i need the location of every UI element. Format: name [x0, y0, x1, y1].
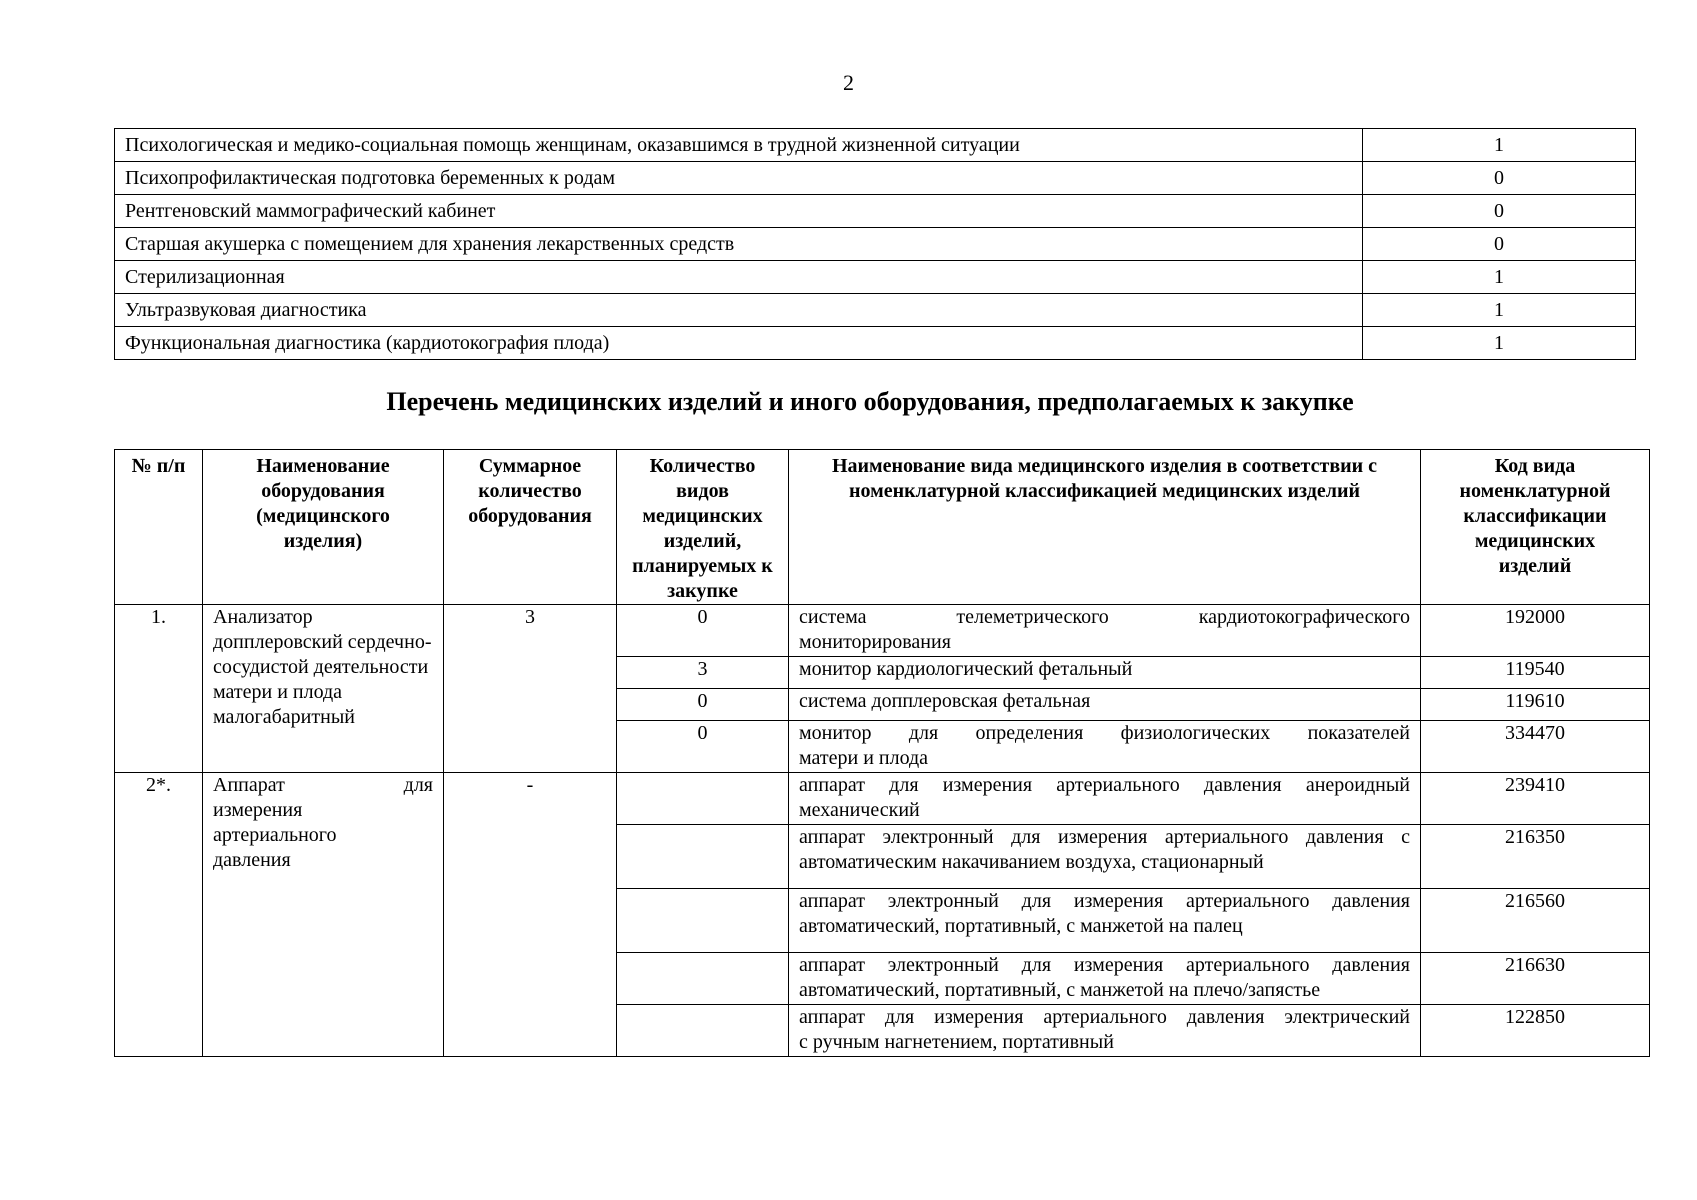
table-row: [115, 773, 1650, 825]
kinds-count: [617, 773, 789, 825]
table-row: [115, 228, 1636, 261]
kinds-count: 0: [617, 721, 789, 773]
kind-code: 122850: [1421, 1005, 1650, 1057]
header-kind-name: Наименование вида медицинского изделия в соответствии с номенклатурной классификацией медицинских изделий: [789, 450, 1421, 605]
room-name: Психопрофилактическая подготовка беременных к родам: [115, 162, 1363, 195]
kind-name-line: с ручным нагнетением, портативный: [799, 1031, 1114, 1053]
kind-name: [789, 953, 1421, 1005]
table-row: [115, 129, 1636, 162]
table-row: [115, 261, 1636, 294]
kind-name: [789, 825, 1421, 889]
room-count: 0: [1363, 195, 1636, 228]
room-name: Функциональная диагностика (кардиотокография плода): [115, 327, 1363, 360]
room-name: Психологическая и медико-социальная помощь женщинам, оказавшимся в трудной жизненной ситуации: [115, 129, 1363, 162]
table-row: [115, 162, 1636, 195]
kind-name-line: автоматический, портативный, с манжетой на палец: [799, 915, 1243, 937]
kind-name-line: аппарат электронный для измерения артериального давления: [799, 954, 1410, 976]
equipment-name-line: Аппарат для: [213, 774, 433, 796]
room-count: 1: [1363, 294, 1636, 327]
header-total: Суммарное количество оборудования: [444, 450, 617, 605]
table-row: [115, 605, 1650, 657]
equipment-table: [114, 449, 1650, 1057]
table-row: [115, 294, 1636, 327]
kind-name-line: аппарат электронный для измерения артериального давления: [799, 890, 1410, 912]
kinds-count: [617, 889, 789, 953]
kinds-count: 0: [617, 689, 789, 721]
header-kinds: Количество видов медицинских изделий, планируемых к закупке: [617, 450, 789, 605]
kind-code: 216630: [1421, 953, 1650, 1005]
header-row: [115, 450, 1650, 605]
kind-name-line: автоматический, портативный, с манжетой на плечо/запястье: [799, 979, 1321, 1001]
header-num: № п/п: [115, 450, 203, 605]
equipment-total: -: [444, 773, 617, 1057]
room-name: Рентгеновский маммографический кабинет: [115, 195, 1363, 228]
kinds-count: 0: [617, 605, 789, 657]
section-title: Перечень медицинских изделий и иного оборудования, предполагаемых к закупке: [386, 387, 1354, 416]
kind-code: 119610: [1421, 689, 1650, 721]
equipment-total: 3: [444, 605, 617, 773]
kind-name: [789, 657, 1421, 689]
kind-name: [789, 721, 1421, 773]
equipment-name-line: давления: [213, 849, 291, 871]
room-count: 0: [1363, 228, 1636, 261]
kinds-count: [617, 825, 789, 889]
kind-name-line: аппарат для измерения артериального давления анероидный: [799, 774, 1410, 796]
kind-name: [789, 689, 1421, 721]
kinds-count: 3: [617, 657, 789, 689]
equipment-name: [203, 773, 444, 1057]
kind-name: [789, 605, 1421, 657]
kinds-count: [617, 953, 789, 1005]
kind-code: 119540: [1421, 657, 1650, 689]
room-name: Ультразвуковая диагностика: [115, 294, 1363, 327]
kind-code: 192000: [1421, 605, 1650, 657]
rooms-table: [114, 128, 1636, 360]
equipment-name-line: измерения: [213, 799, 303, 821]
equipment-name-line: артериального: [213, 824, 337, 846]
header-name: Наименование оборудования (медицинского изделия): [203, 450, 444, 605]
room-count: 1: [1363, 129, 1636, 162]
kind-name: [789, 1005, 1421, 1057]
kind-code: 216560: [1421, 889, 1650, 953]
page-number: 2: [843, 70, 854, 95]
equipment-name: Анализатор допплеровский сердечно-сосудистой деятельности матери и плода малогабаритный: [203, 605, 444, 773]
table-row: [115, 195, 1636, 228]
room-count: 0: [1363, 162, 1636, 195]
kind-code: 239410: [1421, 773, 1650, 825]
kind-name-line: монитор кардиологический фетальный: [799, 658, 1133, 680]
kind-code: 216350: [1421, 825, 1650, 889]
table-row: [115, 327, 1636, 360]
kind-name-line: матери и плода: [799, 747, 929, 769]
kind-name-line: механический: [799, 799, 920, 821]
room-count: 1: [1363, 327, 1636, 360]
kinds-count: [617, 1005, 789, 1057]
kind-name: [789, 773, 1421, 825]
kind-name-line: система допплеровская фетальная: [799, 690, 1091, 712]
kind-name-line: автоматическим накачиванием воздуха, стационарный: [799, 851, 1264, 873]
kind-name-line: аппарат для измерения артериального давления электрический: [799, 1006, 1410, 1028]
kind-name-line: монитор для определения физиологических показателей: [799, 722, 1410, 744]
header-code: Код вида номенклатурной классификации медицинских изделий: [1421, 450, 1650, 605]
kind-name: [789, 889, 1421, 953]
kind-name-line: система телеметрического кардиотокографического: [799, 606, 1410, 628]
item-number: 2*.: [115, 773, 203, 1057]
item-number: 1.: [115, 605, 203, 773]
room-name: Стерилизационная: [115, 261, 1363, 294]
kind-code: 334470: [1421, 721, 1650, 773]
room-count: 1: [1363, 261, 1636, 294]
kind-name-line: мониторирования: [799, 631, 951, 653]
kind-name-line: аппарат электронный для измерения артериального давления с: [799, 826, 1410, 848]
room-name: Старшая акушерка с помещением для хранения лекарственных средств: [115, 228, 1363, 261]
